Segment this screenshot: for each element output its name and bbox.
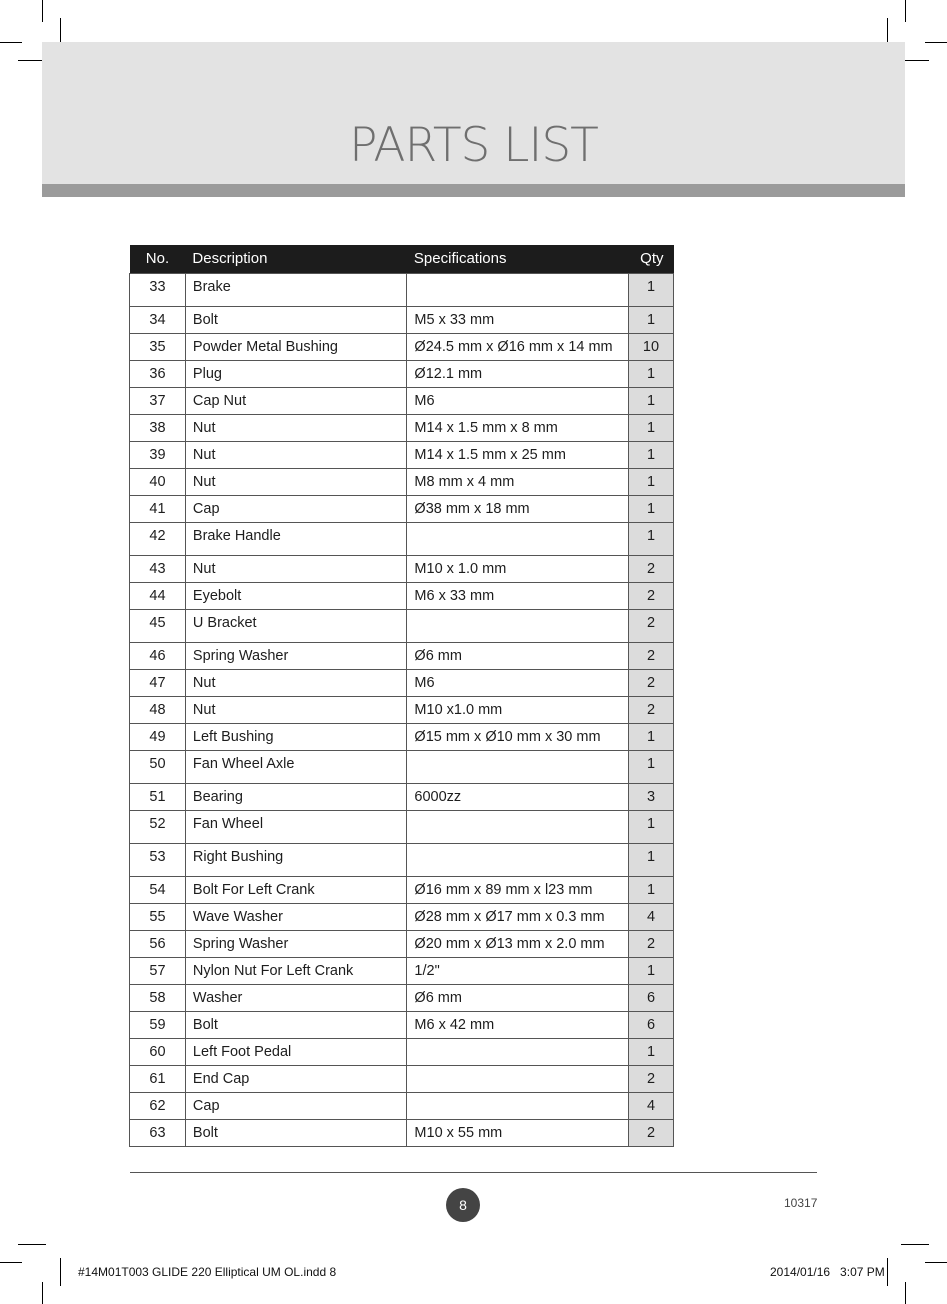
crop-mark bbox=[18, 1244, 46, 1245]
part-specification bbox=[407, 1092, 629, 1119]
part-number: 34 bbox=[130, 306, 186, 333]
part-description: Nut bbox=[185, 468, 407, 495]
part-quantity: 1 bbox=[628, 387, 673, 414]
crop-mark bbox=[905, 1282, 906, 1304]
table-row bbox=[130, 1011, 674, 1038]
part-description: Nut bbox=[185, 441, 407, 468]
part-description: Powder Metal Bushing bbox=[185, 333, 407, 360]
part-quantity: 10 bbox=[628, 333, 673, 360]
crop-mark bbox=[905, 0, 906, 22]
part-number: 63 bbox=[130, 1119, 186, 1146]
part-specification bbox=[407, 750, 629, 783]
parts-table bbox=[129, 245, 674, 1147]
part-number: 46 bbox=[130, 642, 186, 669]
part-number: 53 bbox=[130, 843, 186, 876]
part-number: 60 bbox=[130, 1038, 186, 1065]
part-number: 43 bbox=[130, 555, 186, 582]
part-description: Brake bbox=[185, 273, 407, 306]
part-quantity: 1 bbox=[628, 810, 673, 843]
table-row bbox=[130, 1065, 674, 1092]
part-specification: Ø6 mm bbox=[407, 984, 629, 1011]
part-description: Cap bbox=[185, 1092, 407, 1119]
crop-mark bbox=[887, 1258, 888, 1286]
part-number: 39 bbox=[130, 441, 186, 468]
part-description: Cap bbox=[185, 495, 407, 522]
table-row bbox=[130, 582, 674, 609]
table-row bbox=[130, 876, 674, 903]
date-slug: 2014/01/16 3:07 PM bbox=[770, 1265, 885, 1279]
part-number: 47 bbox=[130, 669, 186, 696]
part-specification: 1/2" bbox=[407, 957, 629, 984]
part-quantity: 3 bbox=[628, 783, 673, 810]
table-row bbox=[130, 984, 674, 1011]
part-number: 57 bbox=[130, 957, 186, 984]
part-description: Brake Handle bbox=[185, 522, 407, 555]
part-quantity: 2 bbox=[628, 696, 673, 723]
table-row bbox=[130, 1119, 674, 1146]
parts-table-body bbox=[130, 273, 674, 1146]
column-header-description: Description bbox=[185, 245, 407, 273]
part-quantity: 2 bbox=[628, 555, 673, 582]
table-row bbox=[130, 750, 674, 783]
page-title: PARTS LIST bbox=[349, 118, 598, 173]
part-description: Bearing bbox=[185, 783, 407, 810]
part-specification: Ø12.1 mm bbox=[407, 360, 629, 387]
part-description: U Bracket bbox=[185, 609, 407, 642]
part-description: Bolt bbox=[185, 306, 407, 333]
table-row bbox=[130, 810, 674, 843]
table-row bbox=[130, 903, 674, 930]
part-description: Spring Washer bbox=[185, 642, 407, 669]
part-description: Nylon Nut For Left Crank bbox=[185, 957, 407, 984]
part-specification: Ø20 mm x Ø13 mm x 2.0 mm bbox=[407, 930, 629, 957]
part-quantity: 1 bbox=[628, 522, 673, 555]
part-number: 35 bbox=[130, 333, 186, 360]
part-specification bbox=[407, 609, 629, 642]
part-specification bbox=[407, 1065, 629, 1092]
part-number: 58 bbox=[130, 984, 186, 1011]
table-row bbox=[130, 522, 674, 555]
table-row bbox=[130, 555, 674, 582]
part-specification: M10 x 1.0 mm bbox=[407, 555, 629, 582]
part-quantity: 2 bbox=[628, 582, 673, 609]
part-number: 52 bbox=[130, 810, 186, 843]
part-description: Nut bbox=[185, 414, 407, 441]
part-number: 51 bbox=[130, 783, 186, 810]
part-number: 50 bbox=[130, 750, 186, 783]
part-specification: Ø24.5 mm x Ø16 mm x 14 mm bbox=[407, 333, 629, 360]
part-description: Left Bushing bbox=[185, 723, 407, 750]
part-quantity: 1 bbox=[628, 468, 673, 495]
table-row bbox=[130, 957, 674, 984]
part-description: Cap Nut bbox=[185, 387, 407, 414]
crop-mark bbox=[925, 42, 947, 43]
part-number: 62 bbox=[130, 1092, 186, 1119]
part-quantity: 2 bbox=[628, 642, 673, 669]
part-number: 42 bbox=[130, 522, 186, 555]
table-row bbox=[130, 930, 674, 957]
part-specification: Ø16 mm x 89 mm x l23 mm bbox=[407, 876, 629, 903]
part-quantity: 1 bbox=[628, 441, 673, 468]
part-description: Bolt For Left Crank bbox=[185, 876, 407, 903]
part-description: Fan Wheel bbox=[185, 810, 407, 843]
part-specification bbox=[407, 1038, 629, 1065]
part-quantity: 6 bbox=[628, 984, 673, 1011]
crop-mark bbox=[925, 1262, 947, 1263]
table-row bbox=[130, 387, 674, 414]
part-number: 33 bbox=[130, 273, 186, 306]
part-description: Nut bbox=[185, 669, 407, 696]
part-description: Eyebolt bbox=[185, 582, 407, 609]
part-number: 55 bbox=[130, 903, 186, 930]
part-number: 56 bbox=[130, 930, 186, 957]
page-number: 8 bbox=[446, 1188, 480, 1222]
part-description: Right Bushing bbox=[185, 843, 407, 876]
crop-mark bbox=[901, 60, 929, 61]
part-number: 49 bbox=[130, 723, 186, 750]
part-specification bbox=[407, 273, 629, 306]
crop-mark bbox=[0, 42, 22, 43]
column-header-specifications: Specifications bbox=[407, 245, 629, 273]
part-description: Spring Washer bbox=[185, 930, 407, 957]
part-quantity: 1 bbox=[628, 957, 673, 984]
part-specification bbox=[407, 810, 629, 843]
table-row bbox=[130, 642, 674, 669]
part-specification bbox=[407, 522, 629, 555]
part-quantity: 1 bbox=[628, 273, 673, 306]
part-number: 36 bbox=[130, 360, 186, 387]
file-slug: #14M01T003 GLIDE 220 Elliptical UM OL.indd 8 bbox=[78, 1265, 337, 1279]
crop-mark bbox=[60, 1258, 61, 1286]
part-number: 44 bbox=[130, 582, 186, 609]
part-description: Wave Washer bbox=[185, 903, 407, 930]
part-number: 61 bbox=[130, 1065, 186, 1092]
table-row bbox=[130, 306, 674, 333]
part-quantity: 2 bbox=[628, 1065, 673, 1092]
table-row bbox=[130, 723, 674, 750]
table-row bbox=[130, 273, 674, 306]
footer-rule bbox=[130, 1172, 817, 1173]
part-specification: M10 x 55 mm bbox=[407, 1119, 629, 1146]
table-row bbox=[130, 696, 674, 723]
part-specification: M10 x1.0 mm bbox=[407, 696, 629, 723]
table-row bbox=[130, 669, 674, 696]
header-bar bbox=[42, 184, 905, 197]
table-row bbox=[130, 360, 674, 387]
part-quantity: 1 bbox=[628, 750, 673, 783]
part-description: Plug bbox=[185, 360, 407, 387]
part-description: Bolt bbox=[185, 1119, 407, 1146]
part-specification: 6000zz bbox=[407, 783, 629, 810]
column-header-no: No. bbox=[130, 245, 186, 273]
part-specification: M6 bbox=[407, 387, 629, 414]
part-quantity: 1 bbox=[628, 306, 673, 333]
part-specification: M5 x 33 mm bbox=[407, 306, 629, 333]
part-specification: M14 x 1.5 mm x 8 mm bbox=[407, 414, 629, 441]
table-row bbox=[130, 609, 674, 642]
part-quantity: 1 bbox=[628, 414, 673, 441]
part-description: Fan Wheel Axle bbox=[185, 750, 407, 783]
part-quantity: 2 bbox=[628, 609, 673, 642]
part-quantity: 2 bbox=[628, 1119, 673, 1146]
crop-mark bbox=[42, 1282, 43, 1304]
part-number: 48 bbox=[130, 696, 186, 723]
part-quantity: 1 bbox=[628, 495, 673, 522]
table-row bbox=[130, 1092, 674, 1119]
part-specification: Ø28 mm x Ø17 mm x 0.3 mm bbox=[407, 903, 629, 930]
part-description: Nut bbox=[185, 555, 407, 582]
part-specification: M6 bbox=[407, 669, 629, 696]
part-specification bbox=[407, 843, 629, 876]
part-specification: M8 mm x 4 mm bbox=[407, 468, 629, 495]
part-description: Left Foot Pedal bbox=[185, 1038, 407, 1065]
table-row bbox=[130, 468, 674, 495]
crop-mark bbox=[901, 1244, 929, 1245]
table-header-row bbox=[130, 245, 674, 273]
part-specification: M6 x 42 mm bbox=[407, 1011, 629, 1038]
table-row bbox=[130, 441, 674, 468]
part-description: Washer bbox=[185, 984, 407, 1011]
part-specification: Ø6 mm bbox=[407, 642, 629, 669]
table-row bbox=[130, 333, 674, 360]
column-header-qty: Qty bbox=[628, 245, 673, 273]
part-quantity: 1 bbox=[628, 1038, 673, 1065]
part-quantity: 1 bbox=[628, 360, 673, 387]
part-number: 38 bbox=[130, 414, 186, 441]
part-quantity: 1 bbox=[628, 723, 673, 750]
part-quantity: 1 bbox=[628, 843, 673, 876]
crop-mark bbox=[0, 1262, 22, 1263]
part-number: 41 bbox=[130, 495, 186, 522]
part-number: 37 bbox=[130, 387, 186, 414]
table-row bbox=[130, 843, 674, 876]
part-quantity: 2 bbox=[628, 930, 673, 957]
part-quantity: 4 bbox=[628, 903, 673, 930]
part-specification: Ø38 mm x 18 mm bbox=[407, 495, 629, 522]
part-specification: M14 x 1.5 mm x 25 mm bbox=[407, 441, 629, 468]
part-description: Nut bbox=[185, 696, 407, 723]
crop-mark bbox=[42, 0, 43, 22]
table-row bbox=[130, 495, 674, 522]
part-number: 54 bbox=[130, 876, 186, 903]
table-row bbox=[130, 414, 674, 441]
part-number: 59 bbox=[130, 1011, 186, 1038]
part-specification: M6 x 33 mm bbox=[407, 582, 629, 609]
table-row bbox=[130, 1038, 674, 1065]
document-code: 10317 bbox=[784, 1196, 818, 1210]
part-quantity: 6 bbox=[628, 1011, 673, 1038]
part-quantity: 1 bbox=[628, 876, 673, 903]
part-quantity: 2 bbox=[628, 669, 673, 696]
part-number: 45 bbox=[130, 609, 186, 642]
part-specification: Ø15 mm x Ø10 mm x 30 mm bbox=[407, 723, 629, 750]
part-quantity: 4 bbox=[628, 1092, 673, 1119]
table-row bbox=[130, 783, 674, 810]
part-description: Bolt bbox=[185, 1011, 407, 1038]
part-number: 40 bbox=[130, 468, 186, 495]
part-description: End Cap bbox=[185, 1065, 407, 1092]
